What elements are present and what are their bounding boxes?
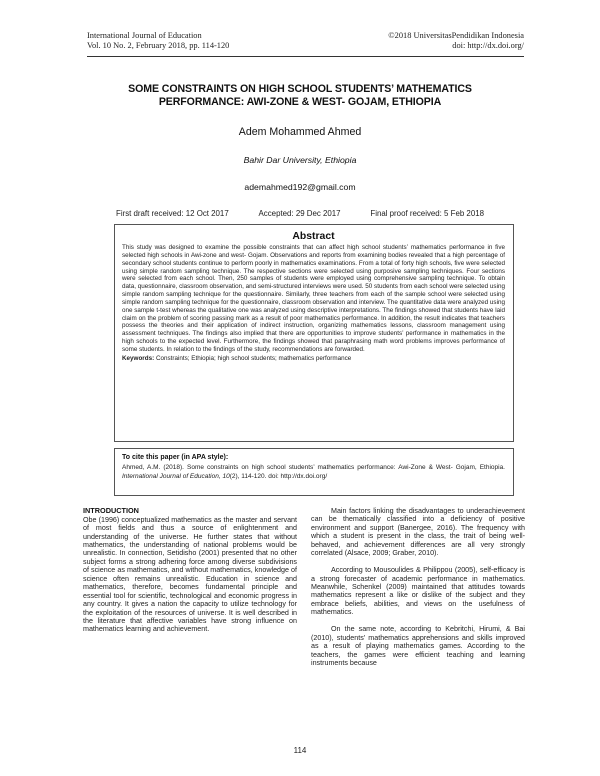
final-proof-date: Final proof received: 5 Feb 2018 — [370, 209, 484, 218]
citation-pre: Ahmed, A.M. (2018). Some constraints on high school students’ mathematics performance: Awi-Zone & West- Gojam, Ethiopia. — [122, 464, 505, 471]
author-email: ademahmed192@gmail.com — [244, 182, 356, 192]
journal-header-left — [87, 31, 229, 51]
keywords-list: Constraints; Ethiopia; high school students; mathematics performance — [155, 354, 352, 362]
paper-title — [70, 83, 530, 109]
body-paragraph: On the same note, according to Kebritchi, Hirumi, & Bai (2010), students' mathematics apprehensions and skills improved as a result of playing mathematics games. According to the teachers, the games were efficient teaching and learning instruments because — [311, 625, 525, 668]
citation-text — [122, 463, 505, 481]
body-paragraph: Main factors linking the disadvantages to underachievement can be thematically classified into a deficiency of positive environment and support (Banergee, 2016). The frequency with which a student is present in the class, the trait of being well-behaved, and achievement differences are all very strongly correlated (Alsace, 2009; Graber, 2010). — [311, 507, 525, 558]
abstract-text: This study was designed to examine the possible constraints that can affect high school students’ mathematics performance in five selected high schools in Awi-zone and west- Gojam. Observations and reports from examining bodies revealed that a high percentage of secondary school students continue to perform poorly in mathematics examinations. From a total of forty high schools, five were selected using simple random sampling technique. The respective sections were selected using purposive sampling techniques. Four sections were selected from each school. Then, 250 samples of students were employed using comprehensive sampling technique. To obtain data, questionnaire, classroom observation, and semi-structured interviews were used. 50 students from each school were selected using simple random sampling technique for the questionnaire. Similarly, three teachers from each of the sample school were selected using simple random sampling technique for the questionnaire, classroom observation and interview. The quantitative data were analyzed using one sample t-test whereas the qualitative one was analyzed using descriptive interpretations. The findings showed that students have laid claim on the problem of scoring passing mark as a result of poor mathematics performance. In addition, the result indicates that teachers possess the theories and their application of indirect instruction, organizing mathematics lessons, classroom management using assessment techniques. The findings also implied that there are opportunities to improve students’ performance in mathematics in the high schools to the expected level. Furthermore, the findings showed that paraphrasing math word problems improves performance of some students. In relation to the findings of the study, recommendations are forwarded. — [122, 244, 505, 353]
title-line-1: SOME CONSTRAINTS ON HIGH SCHOOL STUDENTS’ MATHEMATICS — [128, 83, 472, 95]
abstract-heading: Abstract — [292, 231, 335, 242]
author-name: Adem Mohammed Ahmed — [238, 126, 362, 138]
body-column-left — [83, 507, 297, 634]
copyright-line: ©2018 UniversitasPendidikan Indonesia — [388, 31, 524, 40]
page-number: 114 — [293, 746, 307, 755]
body-paragraph: Obe (1996) conceptualized mathematics as the master and servant of most fields and thus a source of enlightenment and understanding of the universe. He further states that without mathematics, the understanding of national problems would be unrealistic. In connection, Setidisho (2001) presented that no other subject forms a strong adhering force among diverse subdivisions of science as mathematics, and without mathematics, knowledge of science often remains unrealistic. Education in science and mathematics, therefore, becomes fundamental principle and essential tool for scientific, technological and economic progress in any country. It gives a nation the capacity to utilize technology for the exploitation of the resources of universe. It is well described in the literature that affective variables have strong influence on mathematics learning and achievement. — [83, 515, 297, 634]
accepted-date: Accepted: 29 Dec 2017 — [258, 209, 341, 218]
first-draft-date: First draft received: 12 Oct 2017 — [116, 209, 229, 218]
author-affiliation: Bahir Dar University, Ethiopia — [243, 155, 357, 165]
journal-name: International Journal of Education — [87, 31, 202, 40]
citation-journal: International Journal of Education, 10 — [122, 473, 230, 480]
journal-header-right — [388, 31, 524, 51]
citation-post: , 114-120. doi: http://dx.doi.org/ — [237, 473, 328, 480]
header-divider — [87, 56, 524, 57]
citation-issue: (2) — [229, 473, 238, 480]
title-line-2: PERFORMANCE: AWI-ZONE & WEST- GOJAM, ETHIOPIA — [158, 96, 442, 108]
abstract-box — [114, 224, 514, 442]
keywords-label: Keywords: — [122, 354, 155, 362]
doi-line: doi: http://dx.doi.org/ — [452, 41, 524, 50]
citation-box — [114, 448, 514, 496]
body-paragraph: According to Mousoulides & Philippou (2005), self-efficacy is a strong forecaster of academic performance in mathematics. Meanwhile, Schenkel (2009) maintained that attitudes towards mathematics represent a like or dislike of the subject and they embrace beliefs, abilities, and views on the usefulness of mathematics. — [311, 566, 525, 617]
citation-heading: To cite this paper (in APA style): — [122, 454, 229, 461]
body-column-right — [311, 507, 525, 667]
submission-dates — [116, 209, 484, 218]
introduction-heading: INTRODUCTION — [83, 506, 139, 515]
journal-volume: Vol. 10 No. 2, February 2018, pp. 114-120 — [87, 41, 230, 50]
keywords — [122, 355, 505, 363]
